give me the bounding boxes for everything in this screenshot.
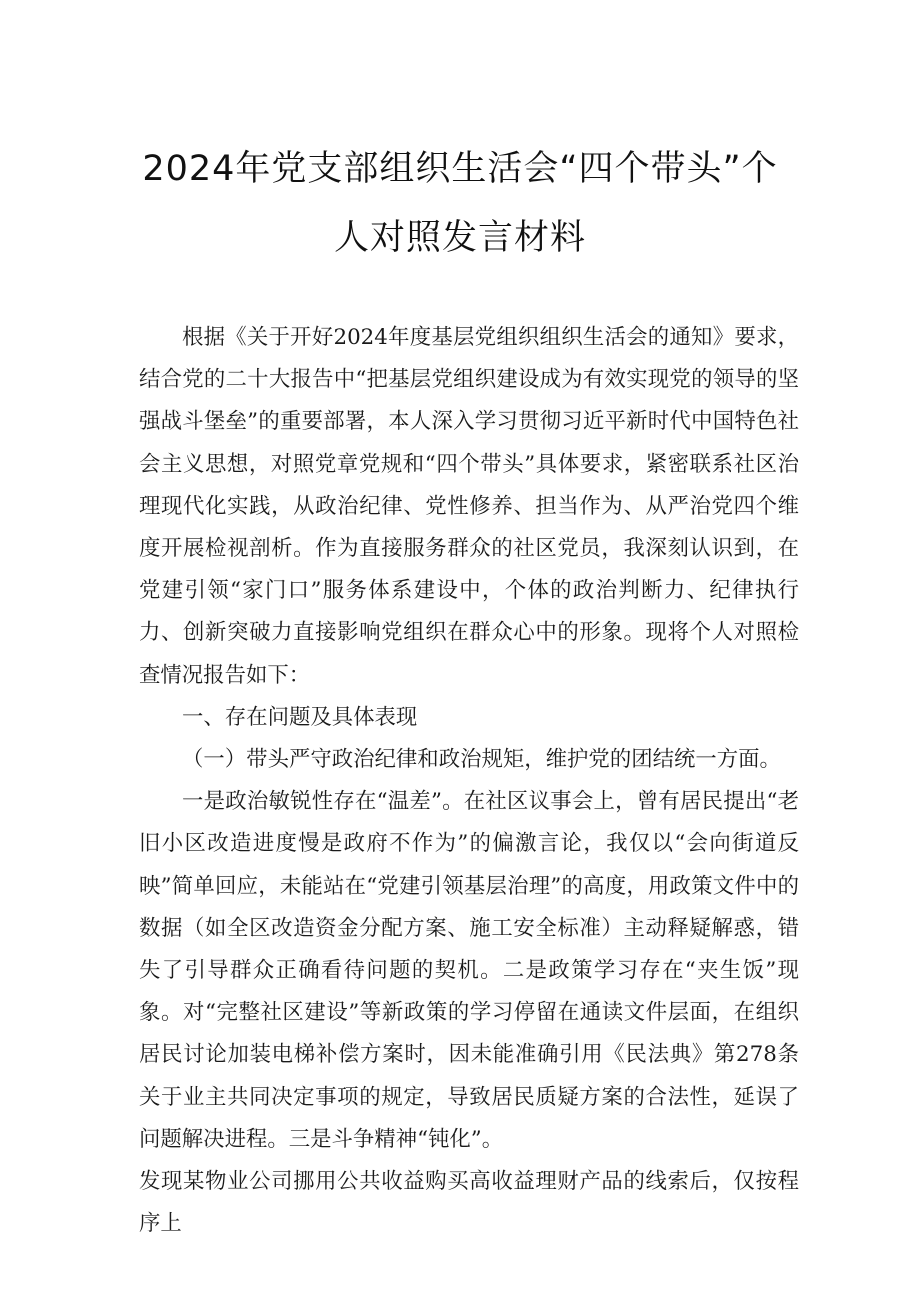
subsection-heading: （一）带头严守政治纪律和政治规矩，维护党的团结统一方面。 [182,747,781,773]
document-title-line-1: 2024年党支部组织生活会“四个带头”个 [142,149,778,189]
problem-paragraph: 一是政治敏锐性存在“温差”。在社区议事会上，曾有居民提出“老旧小区改造进度慢是政府不作为”的偏激言论，我仅以“会向街道反映”简单回应，未能站在“党建引领基层治理”的高度，用政策文件中的数据（如全区改造资金分配方案、施工安全标准）主动释疑解惑，错失了引导群众正确看待问题的契机。二是政策学习存在“夹生饭”现象。对“完整社区建设”等新政策的学习停留在通读文件层面，在组织居民讨论加装电梯补偿方案时，因未能准确引用《民法典》第278条关于业主共同决定事项的规定，导致居民质疑方案的合法性，延误了问题解决进程。三是斗争精神“钝化”。 [139,789,799,1152]
intro-paragraph: 根据《关于开好2024年度基层党组织组织生活会的通知》要求，结合党的二十大报告中“把基层党组织建设成为有效实现党的领导的坚强战斗堡垒”的重要部署，本人深入学习贯彻习近平新时代中国特色社会主义思想，对照党章党规和“四个带头”具体要求，紧密联系社区治理现代化实践，从政治纪律、党性修养、担当作为、从严治党四个维度开展检视剖析。作为直接服务群众的社区党员，我深刻认识到，在党建引领“家门口”服务体系建设中，个体的政治判断力、纪律执行力、创新突破力直接影响党组织在群众心中的形象。现将个人对照检查情况报告如下： [139,325,799,688]
continuation-paragraph: 发现某物业公司挪用公共收益购买高收益理财产品的线索后，仅按程序上 [139,1169,799,1237]
document-body [139,317,799,1245]
document-title-line-2: 人对照发言材料 [333,218,586,258]
section-heading: 一、存在问题及具体表现 [182,704,418,730]
